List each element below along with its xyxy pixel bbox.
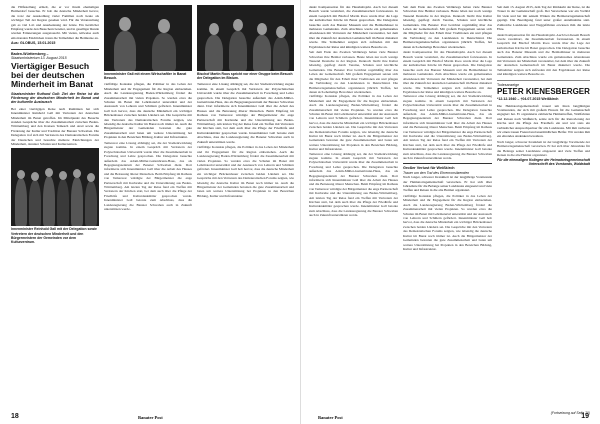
article-body-continued: vielfältige Kontakte pflegen, die Politiker in das Leben der Minderheit und ihr Engagement für die Region einbeziehen. Auch die Landesregierung Baden-Württemberg fördert die Zusammenarbeit mit vielen Projekten. So wurden etwa die Schulen im Banat mit Lehrmaterial unterstützt und der Austausch von Lehrern und Schülern gefördert. Innenminister Gall hob hervor, dass die deutsche Minderheit ein wichtiger Brückenbauer zwischen beiden Ländern sei. Die Gespräche mit den Vertretern des Demokratischen Forums zeigten, wie lebendig die deutsche Kultur im Banat noch immer ist. Auch die Bürgermeister der Gemeinden betonten die gute Zusammenarbeit und baten um weitere Unterstützung bei Projekten in den Bereichen Bildung, Kultur und Infrastruktur. bbox=[104, 82, 192, 140]
article-body-continued: vielfältige Kontakte pflegen, die Politiker in das Leben der Minderheit und ihr Engagement für die Region einbeziehen. Auch die Landesregierung Baden-Württemberg fördert die Zusammenarbeit mit vielen Projekten. So wurden etwa die Schulen im Banat mit Lehrmaterial unterstützt und der Austausch von Lehrern und Schülern gefördert. Innenminister Gall hob hervor, dass die deutsche Minderheit ein wichtiger Brückenbauer zwischen beiden Ländern sei. Die Gespräche mit den Vertretern des Demokratischen Forums zeigten, wie lebendig die deutsche Kultur im Banat noch immer ist. Auch die Bürgermeister der Gemeinden betonten die gute Zusammenarbeit und baten um weitere Unterstützung bei Projekten in den Bereichen Bildung, Kultur und Infrastruktur. bbox=[309, 94, 398, 152]
left-column-3 bbox=[197, 5, 294, 415]
article-body: Bei einer viertägigen Reise nach Rumänien hat sich Innenminister Reinhold Gall mit Vertretern der deutschen Minderheit im Banat getroffen. Im Mittelpunkt des Besuchs standen Gespräche über die Zusammenarbeit zwischen Baden-Württemberg und den Kreisen Temesch und Arad sowie die Förderung der Kultur und Tradition der Banater Schwaben. Die Delegation traf sich mit Vertretern des Demokratischen Forums der Deutschen und besuchte mehrere Einrichtungen der Minderheit, darunter Schulen und Kulturzentren. bbox=[11, 106, 99, 147]
bishop-photo-caption: Bischof Martin Roos spricht vor einer Gruppe beim Besuch der Delegation im Bistum. bbox=[197, 72, 293, 81]
article-body-continued: Seit dem Ende des Zweiten Weltkriegs haben viele Banater Schwaben ihre Heimat verlassen. Heute leben nur noch wenige Tausend Deutsche in der Region. Dennoch bleibt ihre Kultur lebendig, gepflegt durch Vereine, Schulen und kirchliche Gemeinden. Die Banater Post berichtet regelmäßig über das Leben der Gemeinschaft. Mit großem Engagement setzen sich die Mitglieder für den Erhalt ihrer Traditionen ein und pflegen die Verbindung zu den Landsleuten in Deutschland. Die Heimatortsgemeinschaften organisieren jährlich Treffen, bei denen sich ehemalige Bewohner wiedersehen. bbox=[309, 50, 398, 94]
obituary-body-continued: Nach langer, schwerer Krankheit ist der langjährige Vorsitzende der Heimatortsgemeinschaft verstorben. Er hat sich über Jahrzehnte für die Belange seiner Landsleute eingesetzt und viele Treffen und Reisen in die alte Heimat organisiert. bbox=[497, 139, 590, 158]
right-page bbox=[300, 0, 600, 424]
group-photo-caption: Innenminister Reinhold Gall mit der Delegation sowie Vertretern der deutschen Minderheit und den Bürgermeistern der Gemeinden vor dem Kulturzentrum. bbox=[11, 227, 97, 245]
minister-photo bbox=[104, 5, 192, 71]
article-body-continued: Seit dem Ende des Zweiten Weltkriegs haben viele Banater Schwaben ihre Heimat verlassen. Heute leben nur noch wenige Tausend Deutsche in der Region. Dennoch bleibt ihre Kultur lebendig, gepflegt durch Vereine, Schulen und kirchliche Gemeinden. Die Banater Post berichtet regelmäßig über das Leben der Gemeinschaft. Mit großem Engagement setzen sich die Mitglieder für den Erhalt ihrer Traditionen ein und pflegen die Verbindung zu den Landsleuten in Deutschland. Die Heimatortsgemeinschaften organisieren jährlich Treffen, bei denen sich ehemalige Bewohner wiedersehen. bbox=[403, 5, 492, 49]
divider bbox=[11, 49, 99, 50]
obituary-kicker: Todesanzeige bbox=[497, 82, 520, 87]
article-body-continued: Temeswar eine Lösung abhängig sei, die der Stadtentwicklung zugute komme. In einem Gespräch mit Vertretern der Polytechnischen Universität wurde über die Zusammenarbeit in Forschung und Lehre gesprochen. Die Delegation besuchte außerdem das Adam-Müller-Guttenbrunn-Haus, das als Begegnungszentrum der Banater Schwaben dient. Dort informierte sich Innenminister Gall über die Arbeit des Hauses und die Betreuung älterer Menschen. Beim Empfang im Rathaus von Temeswar würdigte der Bürgermeister die enge Partnerschaft mit Karlsruhe und die Unterstützung aus Baden-Württemberg. Am letzten Tag der Reise fand ein Treffen mit Vertretern der Kirchen statt, bei dem auch über die Pflege der Friedhöfe und Kulturdenkmäler gesprochen wurde. Innenminister Gall betonte zum Abschluss, dass die Landesregierung die Banater Schwaben auch in Zukunft unterstützen werde. bbox=[309, 151, 398, 218]
obituary-name: PETER KIENESBERGER bbox=[497, 87, 590, 97]
page-number: 18 bbox=[11, 413, 19, 420]
minister-photo-caption: Innenminister Gall mit einem Wirtschaftler in Banat Besuch. bbox=[104, 72, 187, 81]
notice-body: Nach langer, schwerer Krankheit ist der langjährige Vorsitzende der Heimatortsgemeinschaft verstorben. Er hat sich über Jahrzehnte für die Belange seiner Landsleute eingesetzt und viele Treffen und Reisen in die alte Heimat organisiert. bbox=[403, 175, 492, 193]
notice-subtitle: Trauer um den Tod des Ehrenvorsitzenden bbox=[403, 170, 470, 175]
notice-title: Großer Verlust für Weißkirch bbox=[403, 166, 455, 171]
divider bbox=[497, 80, 590, 81]
article-kicker: Baden-Württemberg – bbox=[11, 51, 49, 56]
left-column-1 bbox=[11, 5, 99, 415]
bishop-photo bbox=[197, 5, 294, 71]
footer-brand: Banater Post bbox=[318, 415, 343, 420]
divider bbox=[403, 163, 492, 164]
left-column-2 bbox=[104, 5, 192, 415]
right-column-2 bbox=[403, 5, 492, 415]
source-byline: Aus: GLOBUS, 15.01.2015 bbox=[11, 41, 56, 46]
obituary-dates: *12.12.1940 – †04.07.2015 Weißkirch bbox=[497, 97, 559, 102]
right-column-3 bbox=[497, 5, 590, 415]
article-body-continued: Seit dem 15. August 2015, dem Tag der Rückkehr der Reise, ist die Trauer in der Gemeinschaft groß. Der Verstorbene war ein Vorbild für viele und hat mit seinem Wirken die Heimatortsgemeinschaft geprägt. Die Beerdigung fand unter großer Anteilnahme statt. Zahlreiche Landsleute und Weggefährten erwiesen ihm die letzte Ehre. bbox=[497, 5, 590, 32]
group-photo bbox=[11, 148, 99, 226]
article-body-continued: Temeswar eine Lösung abhängig sei, die der Stadtentwicklung zugute komme. In einem Gespräch mit Vertretern der Polytechnischen Universität wurde über die Zusammenarbeit in Forschung und Lehre gesprochen. Die Delegation besuchte außerdem das Adam-Müller-Guttenbrunn-Haus, das als Begegnungszentrum der Banater Schwaben dient. Dort informierte sich Innenminister Gall über die Arbeit des Hauses und die Betreuung älterer Menschen. Beim Empfang im Rathaus von Temeswar würdigte der Bürgermeister die enge Partnerschaft mit Karlsruhe und die Unterstützung aus Baden-Württemberg. Am letzten Tag der Reise fand ein Treffen mit Vertretern der Kirchen statt, bei dem auch über die Pflege der Friedhöfe und Kulturdenkmäler gesprochen wurde. Innenminister Gall betonte zum Abschluss, dass die Landesregierung die Banater Schwaben auch in Zukunft unterstützen werde. bbox=[104, 140, 192, 211]
article-body-continued: Temeswar eine Lösung abhängig sei, die der Stadtentwicklung zugute komme. In einem Gespräch mit Vertretern der Polytechnischen Universität wurde über die Zusammenarbeit in Forschung und Lehre gesprochen. Die Delegation besuchte außerdem das Adam-Müller-Guttenbrunn-Haus, das als Begegnungszentrum der Banater Schwaben dient. Dort informierte sich Innenminister Gall über die Arbeit des Hauses und die Betreuung älterer Menschen. Beim Empfang im Rathaus von Temeswar würdigte der Bürgermeister die enge Partnerschaft mit Karlsruhe und die Unterstützung aus Baden-Württemberg. Am letzten Tag der Reise fand ein Treffen mit Vertretern der Kirchen statt, bei dem auch über die Pflege der Friedhöfe und Kulturdenkmäler gesprochen wurde. Innenminister Gall betonte zum Abschluss, dass die Landesregierung die Banater Schwaben auch in Zukunft unterstützen werde. bbox=[403, 94, 492, 160]
obituary-body: Die Heimatortsgemeinschaft trauert um ihren langjährigen Vorsitzenden, der sich mit großem Einsatz für die Gemeinschaft engagiert hat. Er organisierte zahlreiche Heimattreffen, Wallfahrten und Reisen nach Weißkirch, setzte sich für die Renovierung der Kirche und die Pflege des Friedhofs ein und war stets ein verlässlicher Ansprechpartner für alle Landsleute. Mit ihm verlieren wir einen treuen Freund und unermüdlichen Helfer. Wir werden ihm ein ehrendes Andenken bewahren. bbox=[497, 103, 590, 139]
intro-paragraph: die Hilfsstellung erhielt, die er vor ihrem ehemaligen Heimatdorf besuchte. Er hob die deutsche Minderheit hervor, die trotz der Aussiedlung vieler Familien noch heute als wichtiger Teil der Region gesehen wird. Für die Veranstaltung gab es viel Lob und Anerkennung der Gäste. Ein herzlicher Empfang wurde den Besuchern bereitet, und in geselliger Runde wurden Erinnerungen ausgetauscht. Mit vielen, teilweise auch emotionalen Eindrücken traten die Teilnehmer die Heimreise an. bbox=[11, 5, 99, 40]
obituary-signature: Für die ehemaligen Kollegen der Heimatortsgemeinschaft bbox=[497, 157, 590, 162]
article-headline: Viertägiger Besuch bei der deutschen Minderheit im Banat bbox=[11, 60, 94, 90]
footer-brand: Banater Post bbox=[138, 415, 163, 420]
notice-body-continued: vielfältige Kontakte pflegen, die Politiker in das Leben der Minderheit und ihr Engagement für die Region einbeziehen. Auch die Landesregierung Baden-Württemberg fördert die Zusammenarbeit mit vielen Projekten. So wurden etwa die Schulen im Banat mit Lehrmaterial unterstützt und der Austausch von Lehrern und Schülern gefördert. Innenminister Gall hob hervor, dass die deutsche Minderheit ein wichtiger Brückenbauer zwischen beiden Ländern sei. Die Gespräche mit den Vertretern des Demokratischen Forums zeigten, wie lebendig die deutsche Kultur im Banat noch immer ist. Auch die Bürgermeister der Gemeinden betonten die gute Zusammenarbeit und baten um weitere Unterstützung bei Projekten in den Bereichen Bildung, Kultur und Infrastruktur. bbox=[403, 194, 492, 251]
article-body-continued: dankt Kompensation für das Haushaltsjahr. Auch bei diesem Besuch wurde vereinbart, die Zusammenarbeit fortzusetzen. In einem Gespräch mit Bischof Martin Roos wurde über die Lage der katholischen Kirche im Banat gesprochen. Die Delegation besuchte auch das Banater Museum und die Heimathäuser in mehreren Gemeinden. Zum Abschluss wurde ein gemeinsames Abendessen mit Vertretern der Minderheit veranstaltet, bei dem über die Zukunft der deutschen Gemeinschaft im Banat diskutiert wurde. Die Teilnehmer zeigten sich zufrieden mit den Ergebnissen der Reise und kündigten weitere Besuche an. bbox=[403, 50, 492, 94]
article-body-continued: dankt Kompensation für das Haushaltsjahr. Auch bei diesem Besuch wurde vereinbart, die Zusammenarbeit fortzusetzen. In einem Gespräch mit Bischof Martin Roos wurde über die Lage der katholischen Kirche im Banat gesprochen. Die Delegation besuchte auch das Banater Museum und die Heimathäuser in mehreren Gemeinden. Zum Abschluss wurde ein gemeinsames Abendessen mit Vertretern der Minderheit veranstaltet, bei dem über die Zukunft der deutschen Gemeinschaft im Banat diskutiert wurde. Die Teilnehmer zeigten sich zufrieden mit den Ergebnissen der Reise und kündigten weitere Besuche an. bbox=[497, 32, 590, 77]
article-lead: Staatsminister Ruthard Gall: Ziel der Reise ist die Förderung der deutschen Minderheit im Banat und der kulturelle Austausch bbox=[11, 91, 99, 105]
article-body-continued: vielfältige Kontakte pflegen, die Politiker in das Leben der Minderheit und ihr Engagement für die Region einbeziehen. Auch die Landesregierung Baden-Württemberg fördert die Zusammenarbeit mit vielen Projekten. So wurden etwa die Schulen im Banat mit Lehrmaterial unterstützt und der Austausch von Lehrern und Schülern gefördert. Innenminister Gall hob hervor, dass die deutsche Minderheit ein wichtiger Brückenbauer zwischen beiden Ländern sei. Die Gespräche mit den Vertretern des Demokratischen Forums zeigten, wie lebendig die deutsche Kultur im Banat noch immer ist. Auch die Bürgermeister der Gemeinden betonten die gute Zusammenarbeit und baten um weitere Unterstützung bei Projekten in den Bereichen Bildung, Kultur und Infrastruktur. bbox=[197, 145, 294, 198]
continued-note: (Fortsetzung auf Seite 20) bbox=[550, 411, 590, 415]
article-body-continued: dankt Kompensation für das Haushaltsjahr. Auch bei diesem Besuch wurde vereinbart, die Zusammenarbeit fortzusetzen. In einem Gespräch mit Bischof Martin Roos wurde über die Lage der katholischen Kirche im Banat gesprochen. Die Delegation besuchte auch das Banater Museum und die Heimathäuser in mehreren Gemeinden. Zum Abschluss wurde ein gemeinsames Abendessen mit Vertretern der Minderheit veranstaltet, bei dem über die Zukunft der deutschen Gemeinschaft im Banat diskutiert wurde. Die Teilnehmer zeigten sich zufrieden mit den Ergebnissen der Reise und kündigten weitere Besuche an. bbox=[309, 5, 398, 49]
article-body-continued: Temeswar eine Lösung abhängig sei, die der Stadtentwicklung zugute komme. In einem Gespräch mit Vertretern der Polytechnischen Universität wurde über die Zusammenarbeit in Forschung und Lehre gesprochen. Die Delegation besuchte außerdem das Adam-Müller-Guttenbrunn-Haus, das als Begegnungszentrum der Banater Schwaben dient. Dort informierte sich Innenminister Gall über die Arbeit des Hauses und die Betreuung älterer Menschen. Beim Empfang im Rathaus von Temeswar würdigte der Bürgermeister die enge Partnerschaft mit Karlsruhe und die Unterstützung aus Baden-Württemberg. Am letzten Tag der Reise fand ein Treffen mit Vertretern der Kirchen statt, bei dem auch über die Pflege der Friedhöfe und Kulturdenkmäler gesprochen wurde. Innenminister Gall betonte zum Abschluss, dass die Landesregierung die Banater Schwaben auch in Zukunft unterstützen werde. bbox=[197, 82, 294, 144]
obituary-signature-2: Unterschrift des Vorstands, Waldstadt bbox=[528, 161, 590, 166]
page-number: 19 bbox=[581, 413, 589, 420]
right-column-1 bbox=[309, 5, 398, 415]
article-kicker-sub: Staatsministerium 13. August 2015 bbox=[11, 56, 67, 61]
